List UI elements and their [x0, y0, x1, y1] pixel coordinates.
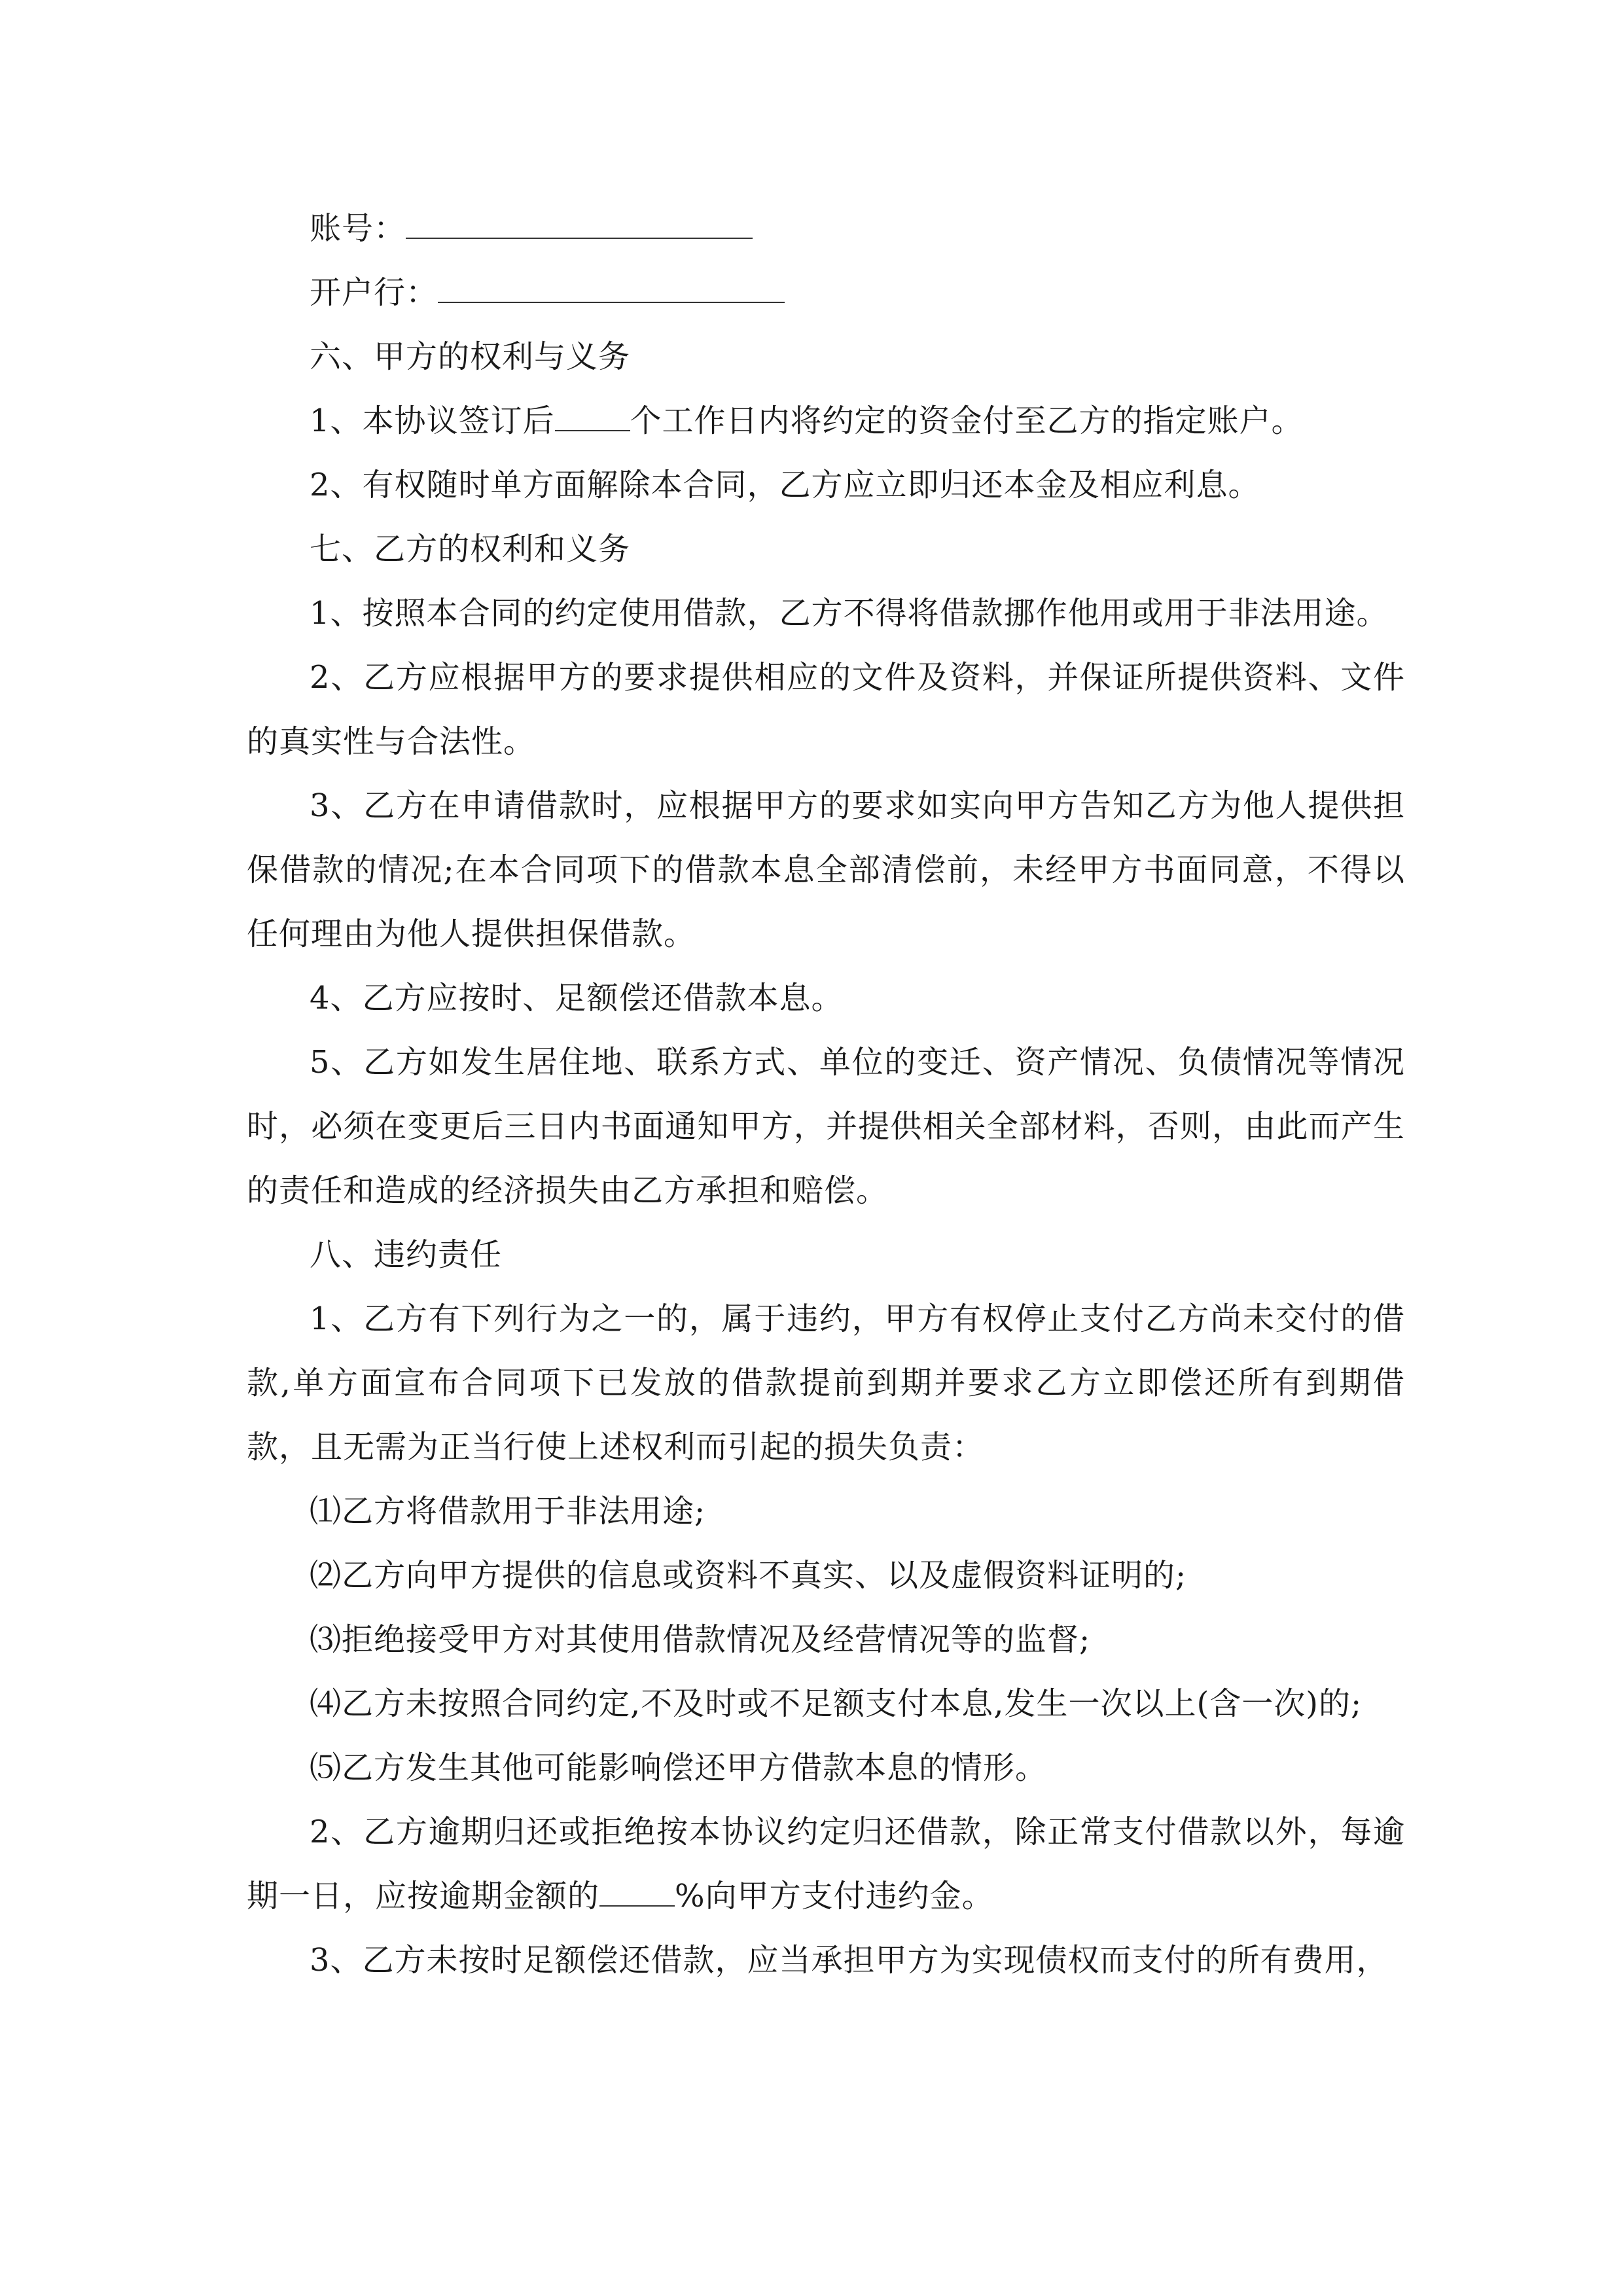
section-8-clause-3: 3、乙方未按时足额偿还借款，应当承担甲方为实现债权而支付的所有费用，: [310, 1942, 1389, 1979]
section-7-title: 七、乙方的权利和义务: [310, 531, 631, 567]
section-7-clause-2: 2、乙方应根据甲方的要求提供相应的文件及资料，并保证所提供资料、文件的真实性与合法性。: [247, 659, 1405, 760]
account-blank: [406, 211, 753, 239]
account-label: 账号：: [310, 210, 406, 247]
clause-text: 1、本协议签订后: [310, 403, 555, 439]
bank-label: 开户行：: [310, 274, 438, 311]
clause-text: 个工作日内将约定的资金付至乙方的指定账户。: [630, 403, 1304, 439]
section-6-title: 六、甲方的权利与义务: [310, 338, 631, 375]
section-8-clause-2: [247, 1800, 1405, 1928]
section-6-clause-2: 2、有权随时单方面解除本合同，乙方应立即归还本金及相应利息。: [310, 467, 1260, 503]
section-8-title: 八、违约责任: [310, 1236, 503, 1273]
section-8-item-5: ⑸乙方发生其他可能影响偿还甲方借款本息的情形。: [310, 1749, 1048, 1786]
section-8-item-4: ⑷乙方未按照合同约定,不及时或不足额支付本息,发生一次以上(含一次)的;: [310, 1685, 1363, 1722]
section-8-item-1: ⑴乙方将借款用于非法用途;: [310, 1493, 706, 1530]
section-6-clause-1: [247, 389, 1405, 453]
percent-blank: [599, 1879, 675, 1907]
days-blank: [555, 404, 630, 431]
clause-text: %向甲方支付违约金。: [675, 1878, 994, 1914]
section-8-item-2: ⑵乙方向甲方提供的信息或资料不真实、以及虚假资料证明的;: [310, 1557, 1187, 1594]
section-7-clause-4: 4、乙方应按时、足额偿还借款本息。: [310, 980, 844, 1016]
bank-blank: [438, 276, 785, 303]
section-7-clause-1: 1、按照本合同的约定使用借款，乙方不得将借款挪作他用或用于非法用途。: [310, 595, 1389, 632]
bank-field: [247, 260, 1405, 325]
account-field: [247, 196, 1405, 260]
section-7-clause-5: 5、乙方如发生居住地、联系方式、单位的变迁、资产情况、负债情况等情况时，必须在变更后三日内书面通知甲方，并提供相关全部材料，否则，由此而产生的责任和造成的经济损失由乙方承担和赔偿。: [247, 1044, 1405, 1209]
section-8-clause-1: 1、乙方有下列行为之一的，属于违约，甲方有权停止支付乙方尚未交付的借款,单方面宣布合同项下已发放的借款提前到期并要求乙方立即偿还所有到期借款，且无需为正当行使上述权利而引起的损失负责：: [247, 1300, 1405, 1465]
clause-text: 2、乙方逾期归还或拒绝按本协议约定归还借款，除正常支付借款以外，每逾期一日，应按逾期金额的: [247, 1814, 1405, 1914]
section-7-clause-3: 3、乙方在申请借款时，应根据甲方的要求如实向甲方告知乙方为他人提供担保借款的情况;在本合同项下的借款本息全部清偿前，未经甲方书面同意，不得以任何理由为他人提供担保借款。: [247, 787, 1405, 952]
section-8-item-3: ⑶拒绝接受甲方对其使用借款情况及经营情况等的监督;: [310, 1621, 1091, 1658]
contract-body: [247, 196, 1405, 1992]
